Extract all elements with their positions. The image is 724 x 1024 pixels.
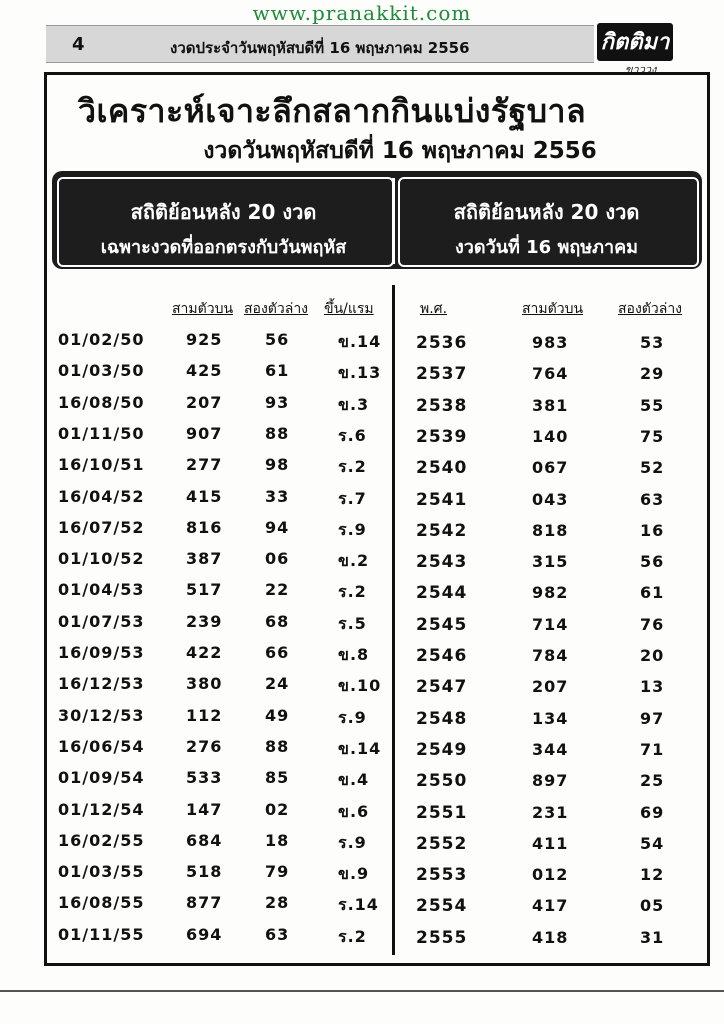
right-header-line1: สถิติย้อนหลัง 20 งวด [453, 200, 640, 224]
right-row-two-bottom: 52 [640, 458, 665, 478]
left-row-two-bottom: 18 [265, 830, 290, 850]
left-row-draw-date: 01/12/54 [58, 799, 145, 819]
left-row-draw-date: 16/02/55 [58, 830, 145, 850]
right-row-year: 2550 [416, 771, 468, 792]
left-row-three-top: 380 [186, 674, 223, 694]
right-row-year: 2544 [416, 583, 468, 604]
left-header-three-top: สามตัวบน [172, 301, 234, 317]
left-header-two-bottom: สองตัวล่าง [244, 301, 309, 317]
left-row-two-bottom: 56 [265, 330, 290, 349]
left-row-draw-date: 16/10/51 [58, 455, 145, 475]
left-row-two-bottom: 88 [265, 423, 290, 443]
right-row-two-bottom: 55 [640, 395, 665, 415]
right-row-three-top: 043 [532, 489, 569, 509]
publication-logo: กิตติมา [597, 23, 673, 61]
right-row-three-top: 344 [532, 739, 569, 759]
right-row-three-top: 012 [532, 865, 569, 885]
right-header-two-bottom: สองตัวล่าง [618, 301, 683, 317]
left-row-three-top: 816 [186, 517, 223, 537]
left-row-three-top: 207 [186, 392, 223, 412]
right-row-year: 2552 [416, 833, 468, 854]
left-row-three-top: 425 [186, 361, 223, 381]
left-row-draw-date: 16/06/54 [58, 736, 145, 756]
right-row-two-bottom: 31 [640, 927, 665, 947]
right-row-two-bottom: 75 [640, 426, 665, 446]
left-row-two-bottom: 22 [265, 580, 290, 600]
left-row-two-bottom: 66 [265, 643, 290, 662]
right-row-year: 2554 [416, 896, 468, 917]
left-row-lunar-phase: ร.2 [338, 457, 367, 477]
left-row-draw-date: 01/03/50 [58, 361, 145, 381]
right-header-line2: งวดวันที่ 16 พฤษภาคม [455, 237, 638, 258]
left-row-three-top: 147 [186, 799, 223, 819]
left-row-two-bottom: 88 [265, 736, 290, 756]
left-row-draw-date: 01/04/53 [58, 580, 145, 600]
right-row-two-bottom: 53 [640, 333, 665, 352]
left-row-three-top: 387 [186, 549, 223, 569]
left-header-line1: สถิติย้อนหลัง 20 งวด [130, 200, 317, 224]
left-row-three-top: 907 [186, 423, 223, 443]
left-row-three-top: 533 [186, 768, 223, 788]
left-row-lunar-phase: ข.14 [338, 738, 382, 758]
right-row-year: 2555 [416, 927, 468, 948]
left-row-lunar-phase: ข.13 [338, 363, 382, 383]
right-row-two-bottom: 56 [640, 552, 665, 572]
section-header-divider [392, 178, 395, 264]
left-row-two-bottom: 68 [265, 611, 290, 631]
left-row-draw-date: 16/08/50 [58, 392, 145, 412]
left-header-waxing-waning: ขึ้น/แรม [324, 301, 374, 317]
left-row-draw-date: 01/07/53 [58, 611, 145, 631]
left-row-draw-date: 16/07/52 [58, 517, 145, 537]
left-row-three-top: 694 [186, 924, 223, 944]
publication-logo-subtext: ขาววง [625, 63, 657, 76]
right-row-three-top: 067 [532, 458, 569, 478]
right-row-three-top: 784 [532, 646, 569, 665]
left-row-three-top: 925 [186, 330, 223, 349]
right-row-two-bottom: 25 [640, 771, 665, 791]
issue-date-header: งวดประจำวันพฤหัสบดีที่ 16 พฤษภาคม 2556 [170, 39, 470, 57]
right-row-two-bottom: 12 [640, 865, 665, 885]
left-row-lunar-phase: ร.6 [338, 425, 367, 445]
left-row-draw-date: 01/10/52 [58, 549, 145, 569]
left-row-lunar-phase: ร.2 [338, 582, 367, 602]
right-row-three-top: 982 [532, 583, 569, 603]
right-row-two-bottom: 61 [640, 583, 665, 603]
left-row-two-bottom: 63 [265, 924, 290, 944]
left-row-lunar-phase: ร.9 [338, 707, 367, 727]
left-row-three-top: 276 [186, 736, 223, 756]
left-row-three-top: 239 [186, 611, 223, 631]
right-row-year: 2551 [416, 802, 468, 823]
left-row-draw-date: 30/12/53 [58, 705, 145, 725]
left-row-lunar-phase: ข.3 [338, 394, 370, 414]
left-row-draw-date: 16/04/52 [58, 486, 145, 506]
left-row-three-top: 684 [186, 830, 223, 850]
right-row-two-bottom: 71 [640, 739, 665, 759]
left-row-lunar-phase: ข.8 [338, 645, 370, 664]
right-row-two-bottom: 13 [640, 677, 665, 697]
left-row-two-bottom: 06 [265, 549, 290, 569]
left-row-three-top: 112 [186, 705, 223, 725]
left-row-three-top: 877 [186, 893, 223, 913]
right-row-year: 2538 [416, 395, 468, 416]
right-row-two-bottom: 69 [640, 802, 665, 822]
right-row-year: 2536 [416, 333, 468, 353]
page-number: 4 [72, 34, 85, 55]
right-row-year: 2547 [416, 677, 468, 698]
right-row-two-bottom: 05 [640, 896, 665, 916]
right-row-three-top: 207 [532, 677, 569, 697]
left-row-lunar-phase: ข.4 [338, 770, 370, 790]
left-row-draw-date: 16/08/55 [58, 893, 145, 913]
left-row-two-bottom: 49 [265, 705, 290, 725]
right-row-three-top: 983 [532, 333, 569, 352]
left-row-lunar-phase: ร.14 [338, 895, 379, 915]
left-row-lunar-phase: ข.14 [338, 332, 382, 351]
right-row-three-top: 714 [532, 614, 569, 634]
right-row-three-top: 897 [532, 771, 569, 791]
left-row-draw-date: 16/12/53 [58, 674, 145, 694]
left-row-draw-date: 01/11/55 [58, 924, 145, 944]
right-row-two-bottom: 20 [640, 646, 665, 665]
right-row-year: 2553 [416, 865, 468, 886]
left-row-lunar-phase: ร.9 [338, 832, 367, 852]
left-row-lunar-phase: ข.10 [338, 676, 382, 696]
right-row-three-top: 764 [532, 364, 569, 384]
right-row-three-top: 381 [532, 395, 569, 415]
right-header-year: พ.ศ. [420, 301, 448, 317]
left-row-three-top: 415 [186, 486, 223, 506]
page-title: วิเคราะห์เจาะลึกสลากกินแบ่งรัฐบาล [78, 92, 587, 130]
left-row-three-top: 518 [186, 862, 223, 882]
right-row-three-top: 140 [532, 426, 569, 446]
left-row-two-bottom: 33 [265, 486, 290, 506]
left-row-two-bottom: 24 [265, 674, 290, 694]
left-row-draw-date: 16/09/53 [58, 643, 145, 662]
right-row-year: 2546 [416, 646, 468, 666]
left-row-two-bottom: 85 [265, 768, 290, 788]
left-row-two-bottom: 02 [265, 799, 290, 819]
right-row-three-top: 134 [532, 708, 569, 728]
page-bottom-rule [0, 990, 724, 992]
page-subtitle: งวดวันพฤหัสบดีที่ 16 พฤษภาคม 2556 [203, 138, 597, 164]
right-row-year: 2543 [416, 552, 468, 573]
right-row-year: 2549 [416, 739, 468, 760]
right-row-two-bottom: 97 [640, 708, 665, 728]
left-row-three-top: 422 [186, 643, 223, 662]
right-header-three-top: สามตัวบน [522, 301, 584, 317]
right-row-year: 2542 [416, 520, 468, 541]
right-row-two-bottom: 54 [640, 833, 665, 853]
left-row-two-bottom: 61 [265, 361, 290, 381]
right-row-year: 2548 [416, 708, 468, 729]
right-row-year: 2539 [416, 426, 468, 447]
left-row-lunar-phase: ร.2 [338, 926, 367, 946]
watermark-url: www.pranakkit.com [252, 1, 472, 25]
right-row-three-top: 417 [532, 896, 569, 916]
left-row-lunar-phase: ข.2 [338, 551, 370, 571]
right-row-two-bottom: 76 [640, 614, 665, 634]
right-row-year: 2541 [416, 489, 468, 510]
right-row-three-top: 231 [532, 802, 569, 822]
right-row-year: 2545 [416, 614, 468, 635]
right-row-three-top: 315 [532, 552, 569, 572]
left-row-two-bottom: 94 [265, 517, 290, 537]
left-row-draw-date: 01/09/54 [58, 768, 145, 788]
left-row-draw-date: 01/02/50 [58, 330, 145, 349]
right-row-year: 2540 [416, 458, 468, 479]
left-row-lunar-phase: ร.9 [338, 519, 367, 539]
left-row-two-bottom: 79 [265, 862, 290, 882]
right-row-three-top: 818 [532, 520, 569, 540]
left-row-lunar-phase: ข.6 [338, 801, 370, 821]
left-row-lunar-phase: ข.9 [338, 864, 370, 884]
left-row-lunar-phase: ร.7 [338, 488, 367, 508]
left-row-two-bottom: 98 [265, 455, 290, 475]
right-row-two-bottom: 63 [640, 489, 665, 509]
left-row-draw-date: 01/11/50 [58, 423, 145, 443]
right-row-two-bottom: 16 [640, 520, 665, 540]
right-row-three-top: 411 [532, 833, 569, 853]
table-column-divider [392, 285, 395, 955]
left-row-draw-date: 01/03/55 [58, 862, 145, 882]
left-row-three-top: 517 [186, 580, 223, 600]
right-row-year: 2537 [416, 364, 468, 385]
right-row-two-bottom: 29 [640, 364, 665, 384]
left-row-two-bottom: 28 [265, 893, 290, 913]
left-row-lunar-phase: ร.5 [338, 613, 367, 633]
left-row-two-bottom: 93 [265, 392, 290, 412]
left-row-three-top: 277 [186, 455, 223, 475]
left-header-line2: เฉพาะงวดที่ออกตรงกับวันพฤหัส [100, 237, 347, 258]
right-row-three-top: 418 [532, 927, 569, 947]
